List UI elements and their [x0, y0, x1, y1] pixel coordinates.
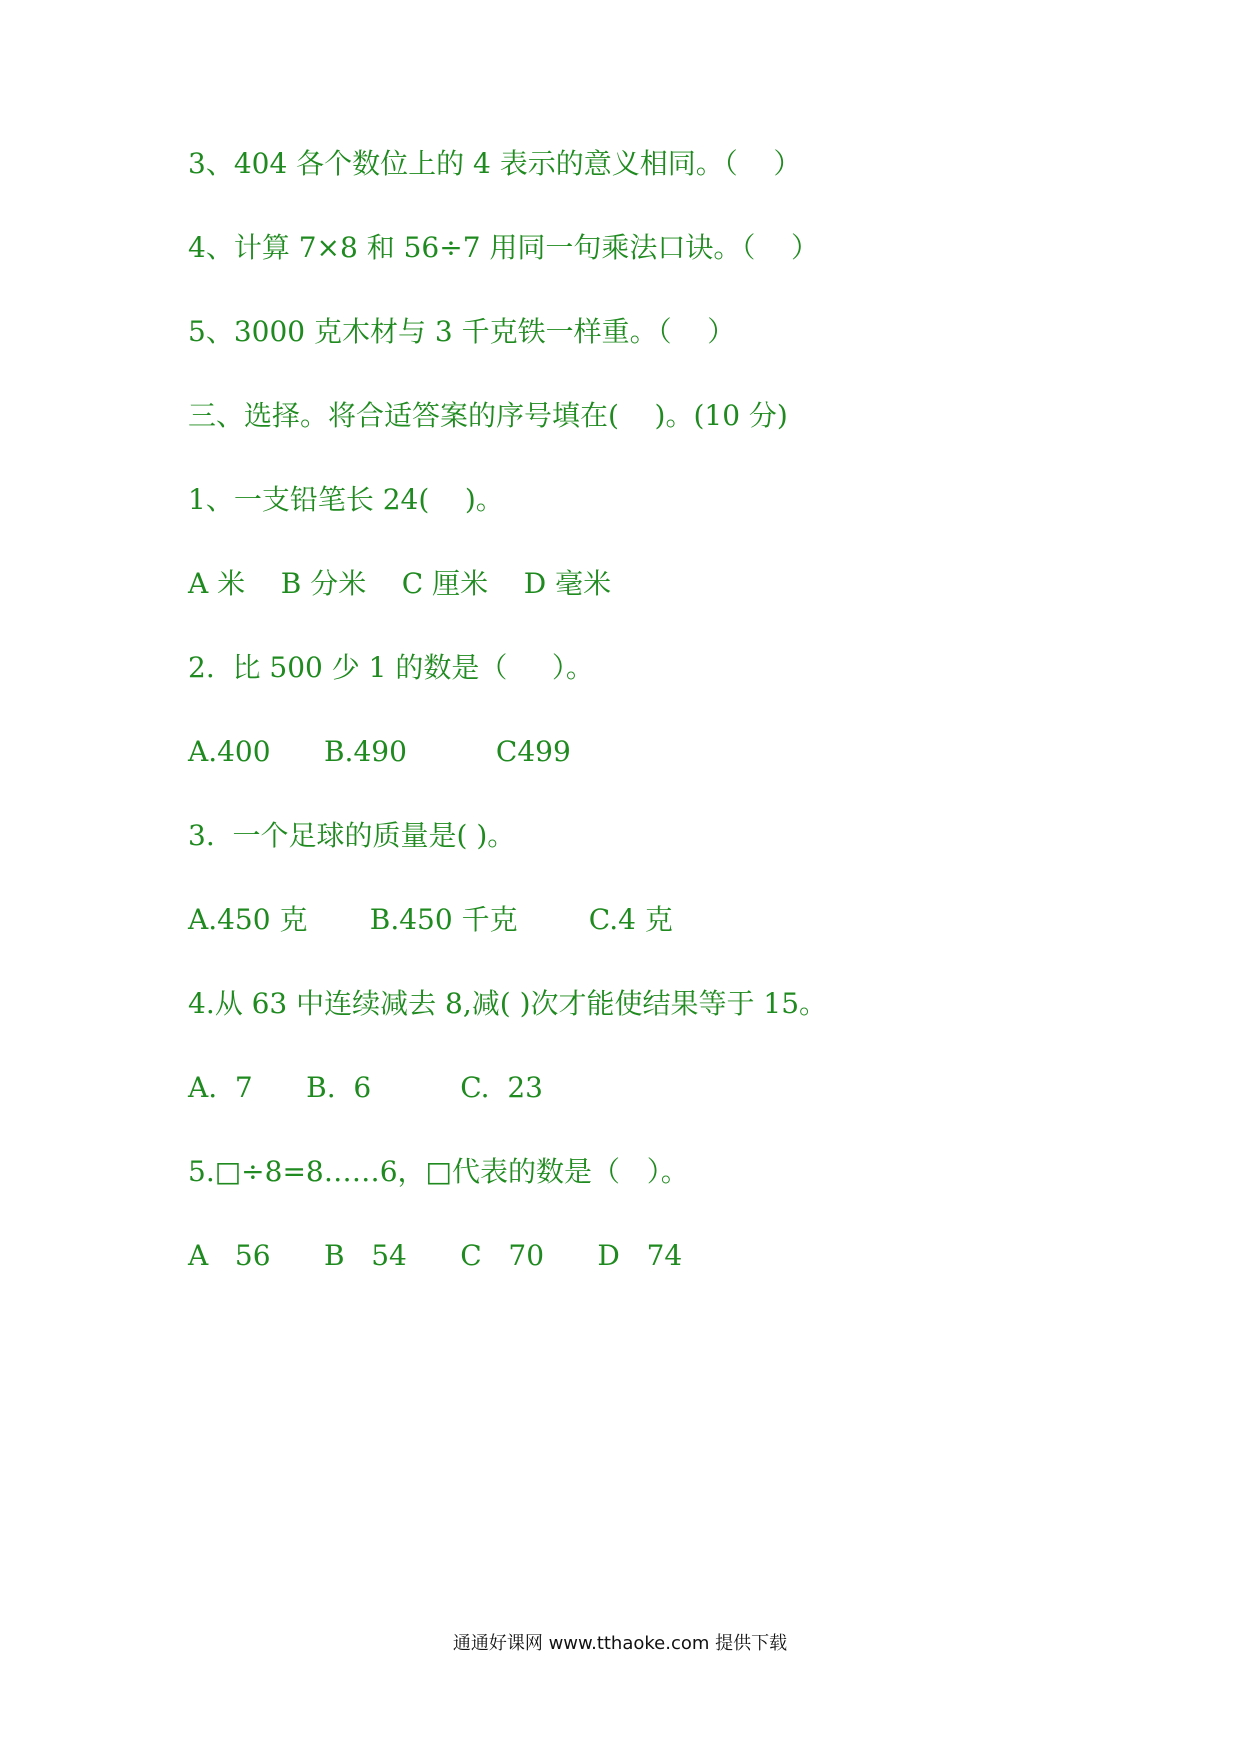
question-5: 5.□÷8=8……6，□代表的数是（ ）。: [188, 1155, 689, 1188]
question-4: 4.从 63 中连续减去 8,减( )次才能使结果等于 15。: [188, 987, 828, 1020]
section-heading-choice: 三、选择。将合适答案的序号填在( )。(10 分): [188, 399, 788, 432]
question-2-options: A.400 B.490 C499: [188, 735, 571, 768]
question-3: 3. 一个足球的质量是( )。: [188, 819, 516, 852]
footer-source: 通通好课网 www.tthaoke.com 提供下载: [452, 1633, 788, 1654]
question-5-options: A 56 B 54 C 70 D 74: [188, 1239, 683, 1272]
question-3-options: A.450 克 B.450 千克 C.4 克: [188, 903, 673, 936]
judgment-item-5: 5、3000 克木材与 3 千克铁一样重。（ ）: [188, 315, 736, 348]
question-4-options: A. 7 B. 6 C. 23: [188, 1071, 543, 1104]
question-1-options: A 米 B 分米 C 厘米 D 毫米: [188, 567, 612, 600]
judgment-item-3: 3、404 各个数位上的 4 表示的意义相同。（ ）: [188, 147, 802, 180]
question-1: 1、一支铅笔长 24( )。: [188, 483, 504, 516]
question-2: 2. 比 500 少 1 的数是（ ）。: [188, 651, 594, 684]
judgment-item-4: 4、计算 7×8 和 56÷7 用同一句乘法口诀。（ ）: [188, 231, 820, 264]
